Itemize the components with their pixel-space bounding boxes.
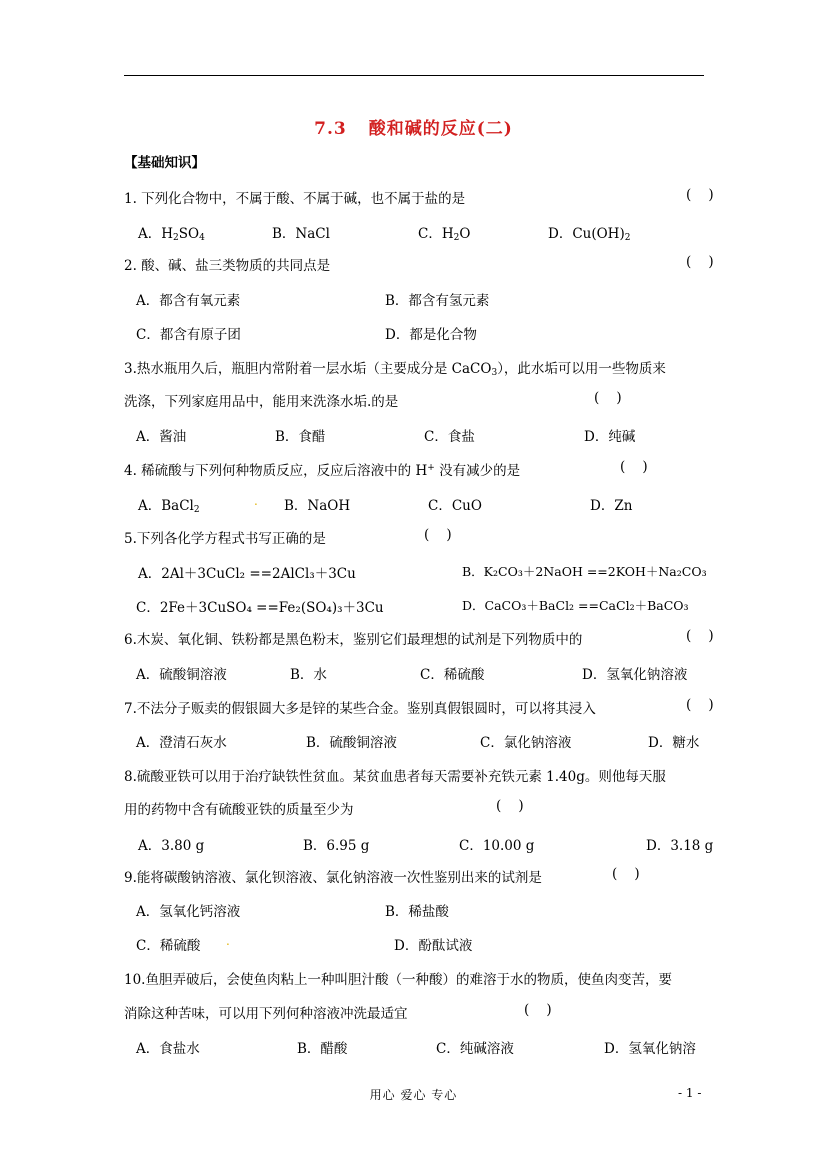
page-footer: 用心 爱心 专心 — [369, 1088, 458, 1102]
question-7-stem: 7.不法分子贩卖的假银圆大多是锌的某些合金。鉴别真假银圆时，可以将其浸入 — [124, 701, 596, 717]
question-6-stem: 6.木炭、氧化铜、铁粉都是黑色粉末，鉴别它们最理想的试剂是下列物质中的 — [124, 632, 583, 648]
question-6-option-a: A．硫酸铜溶液 — [136, 667, 227, 683]
question-8-option-c: C．10.00 g — [459, 838, 535, 854]
question-10-option-d: D．氢氧化钠溶 — [604, 1041, 696, 1057]
question-2-option-c: C．都含有原子团 — [136, 327, 241, 343]
question-2-option-a: A．都含有氧元素 — [136, 293, 241, 309]
question-5-option-b: B．K₂CO₃＋2NaOH ==2KOH＋Na₂CO₃ — [462, 564, 707, 579]
question-6-option-c: C．稀硫酸 — [420, 667, 485, 683]
question-7-option-a: A．澄清石灰水 — [136, 735, 227, 751]
question-6-answer-blank: ( ) — [686, 628, 714, 644]
question-8-stem-line-1: 8.硫酸亚铁可以用于治疗缺铁性贫血。某贫血患者每天需要补充铁元素 1.40g。则他每天服 — [124, 769, 666, 785]
question-7-option-b: B．硫酸铜溶液 — [306, 735, 397, 751]
question-4-option-c: C．CuO — [428, 498, 482, 514]
question-10-option-b: B．醋酸 — [297, 1041, 348, 1057]
question-4-answer-blank: ( ) — [620, 459, 648, 475]
question-5-option-d: D．CaCO₃＋BaCl₂ ==CaCl₂＋BaCO₃ — [462, 598, 689, 613]
question-10-stem-line-2: 消除这种苦味，可以用下列何种溶液冲洗最适宜 — [124, 1006, 408, 1022]
question-4-option-b: B．NaOH — [284, 498, 351, 514]
question-2-option-d: D．都是化合物 — [385, 327, 477, 343]
question-1-option-c: C．$H_2O$ — [418, 226, 471, 243]
question-5-answer-blank: ( ) — [424, 527, 452, 543]
question-6-option-b: B．水 — [290, 667, 327, 683]
question-4-option-d: D．Zn — [590, 498, 633, 514]
title-text: 酸和碱的反应(二) — [368, 119, 513, 139]
question-8-stem-line-2: 用的药物中含有硫酸亚铁的质量至少为 — [124, 802, 354, 818]
question-9-option-b: B．稀盐酸 — [385, 904, 449, 920]
question-6-option-d: D．氢氧化钠溶液 — [582, 667, 688, 683]
question-7-option-d: D．糖水 — [648, 735, 700, 751]
question-8-option-d: D．3.18 g — [646, 838, 714, 854]
question-5-option-a: A．2Al＋3CuCl₂ ==2AlCl₃＋3Cu — [138, 566, 356, 582]
page-title — [0, 114, 827, 139]
question-3-stem-line-2: 洗涤，下列家庭用品中，能用来洗涤水垢.的是 — [124, 394, 399, 410]
question-4-option-a: A．BaCl$_2$ — [138, 498, 200, 515]
question-8-option-b: B．6.95 g — [303, 838, 370, 854]
question-10-stem-line-1: 10.鱼胆弄破后，会使鱼肉粘上一种叫胆汁酸（一种酸）的难溶于水的物质，使鱼肉变苦，要 — [124, 972, 672, 988]
question-1-option-b: B．NaCl — [272, 226, 330, 242]
question-5-option-c: C．2Fe＋3CuSO₄ ==Fe₂(SO₄)₃＋3Cu — [136, 600, 384, 616]
question-1-option-a: A．$H_2SO_4$ — [138, 226, 205, 243]
stray-dot-mark: . — [254, 494, 258, 508]
question-9-option-d: D．酚酞试液 — [394, 938, 473, 954]
question-8-option-a: A．3.80 g — [138, 838, 205, 854]
section-heading: 【基础知识】 — [124, 155, 205, 171]
question-3-option-a: A．酱油 — [136, 429, 187, 445]
question-4-stem: 4. 稀硫酸与下列何种物质反应，反应后溶液中的 H+ 没有减少的是 — [124, 463, 521, 479]
stray-dot-mark: . — [226, 934, 230, 948]
question-9-option-c: C．稀硫酸 — [136, 938, 201, 954]
question-5-stem: 5.下列各化学方程式书写正确的是 — [124, 531, 326, 547]
question-10-answer-blank: ( ) — [524, 1002, 552, 1018]
question-2-stem: 2. 酸、碱、盐三类物质的共同点是 — [124, 258, 331, 274]
question-3-option-b: B．食醋 — [275, 429, 326, 445]
question-3-answer-blank: ( ) — [594, 390, 622, 406]
question-7-option-c: C．氯化钠溶液 — [480, 735, 572, 751]
question-3-option-d: D．纯碱 — [584, 429, 636, 445]
question-8-answer-blank: ( ) — [496, 798, 524, 814]
question-2-option-b: B．都含有氢元素 — [385, 293, 490, 309]
question-9-answer-blank: ( ) — [612, 866, 640, 882]
question-3-stem-line-1: 3.热水瓶用久后，瓶胆内常附着一层水垢（主要成分是 CaCO$_3$），此水垢可以用一些物质来 — [124, 361, 666, 378]
question-1-option-d: D．$Cu(OH)_2$ — [548, 226, 631, 243]
question-1-answer-blank: ( ) — [686, 187, 714, 203]
question-1-stem: 1. 下列化合物中，不属于酸、不属于碱，也不属于盐的是 — [124, 191, 466, 207]
page-number: - 1 - — [678, 1086, 702, 1100]
title-number: 7.3 — [314, 119, 347, 139]
question-3-option-c: C．食盐 — [424, 429, 475, 445]
question-9-stem: 9.能将碳酸钠溶液、氯化钡溶液、氯化钠溶液一次性鉴别出来的试剂是 — [124, 870, 542, 886]
question-10-option-c: C．纯碱溶液 — [436, 1041, 514, 1057]
question-9-option-a: A．氢氧化钙溶液 — [136, 904, 241, 920]
header-rule — [124, 75, 704, 76]
question-7-answer-blank: ( ) — [686, 697, 714, 713]
question-10-option-a: A．食盐水 — [136, 1041, 200, 1057]
question-2-answer-blank: ( ) — [686, 254, 714, 270]
